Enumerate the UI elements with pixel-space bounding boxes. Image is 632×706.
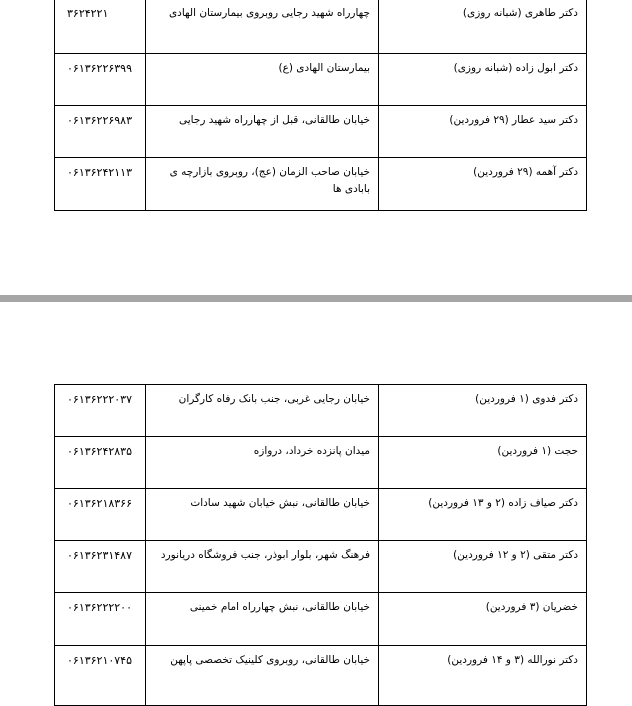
name-cell: دکتر متقی (۲ و ۱۲ فروردین) bbox=[379, 541, 587, 593]
phone-cell: ۰۶۱۳۶۲۲۶۹۸۳ bbox=[55, 106, 146, 158]
document-page-bottom bbox=[0, 302, 632, 693]
phone-cell: ۰۶۱۳۶۲۲۶۳۹۹ bbox=[55, 54, 146, 106]
name-cell: خضریان (۳ فروردین) bbox=[379, 593, 587, 646]
pharmacy-table-top bbox=[54, 0, 587, 211]
address-cell: خیابان طالقانی، روبروی کلینیک تخصصی پاپهن bbox=[146, 646, 379, 706]
address-cell: خیابان طالقانی، قبل از چهارراه شهید رجایی bbox=[146, 106, 379, 158]
name-cell: دکتر ابول زاده (شبانه روزی) bbox=[379, 54, 587, 106]
table-row bbox=[55, 0, 587, 54]
address-cell: بیمارستان الهادی (ع) bbox=[146, 54, 379, 106]
table-row bbox=[55, 489, 587, 541]
name-cell: دکتر سید عطار (۲۹ فروردین) bbox=[379, 106, 587, 158]
address-cell: خیابان رجایی غربی، جنب بانک رفاه کارگران bbox=[146, 385, 379, 437]
address-cell: خیابان طالقانی، نبش چهارراه امام خمینی bbox=[146, 593, 379, 646]
name-cell: دکتر نورالله (۳ و ۱۴ فروردین) bbox=[379, 646, 587, 706]
address-cell: خیابان صاحب الزمان (عج)، روبروی بازارچه ی بابادی ها bbox=[146, 158, 379, 211]
phone-cell: ۳۶۲۴۲۲۱ bbox=[55, 0, 146, 54]
table-row bbox=[55, 106, 587, 158]
phone-cell: ۰۶۱۳۶۲۱۰۷۴۵ bbox=[55, 646, 146, 706]
table-row bbox=[55, 593, 587, 646]
address-cell: خیابان طالقانی، نبش خیابان شهید سادات bbox=[146, 489, 379, 541]
table-row bbox=[55, 54, 587, 106]
table-row bbox=[55, 437, 587, 489]
table-row bbox=[55, 541, 587, 593]
phone-cell: ۰۶۱۳۶۲۱۸۳۶۶ bbox=[55, 489, 146, 541]
name-cell: دکتر فدوی (۱ فروردین) bbox=[379, 385, 587, 437]
page-separator bbox=[0, 295, 632, 302]
address-cell: چهارراه شهید رجایی روبروی بیمارستان الهادی bbox=[146, 0, 379, 54]
phone-cell: ۰۶۱۳۶۲۳۱۴۸۷ bbox=[55, 541, 146, 593]
name-cell: حجت (۱ فروردین) bbox=[379, 437, 587, 489]
phone-cell: ۰۶۱۳۶۲۲۲۲۰۰ bbox=[55, 593, 146, 646]
name-cell: دکتر آهمه (۲۹ فروردین) bbox=[379, 158, 587, 211]
table-row bbox=[55, 385, 587, 437]
address-cell: فرهنگ شهر، بلوار ابوذر، جنب فروشگاه دریانورد bbox=[146, 541, 379, 593]
phone-cell: ۰۶۱۳۶۲۴۲۱۱۳ bbox=[55, 158, 146, 211]
name-cell: دکتر صیاف زاده (۲ و ۱۳ فروردین) bbox=[379, 489, 587, 541]
pharmacy-table-bottom bbox=[54, 384, 587, 706]
name-cell: دکتر طاهری (شبانه روزی) bbox=[379, 0, 587, 54]
phone-cell: ۰۶۱۳۶۲۴۲۸۳۵ bbox=[55, 437, 146, 489]
document-page-top bbox=[0, 0, 632, 295]
address-cell: میدان پانزده خرداد، دروازه bbox=[146, 437, 379, 489]
phone-cell: ۰۶۱۳۶۲۲۲۰۳۷ bbox=[55, 385, 146, 437]
table-row bbox=[55, 646, 587, 706]
table-row bbox=[55, 158, 587, 211]
